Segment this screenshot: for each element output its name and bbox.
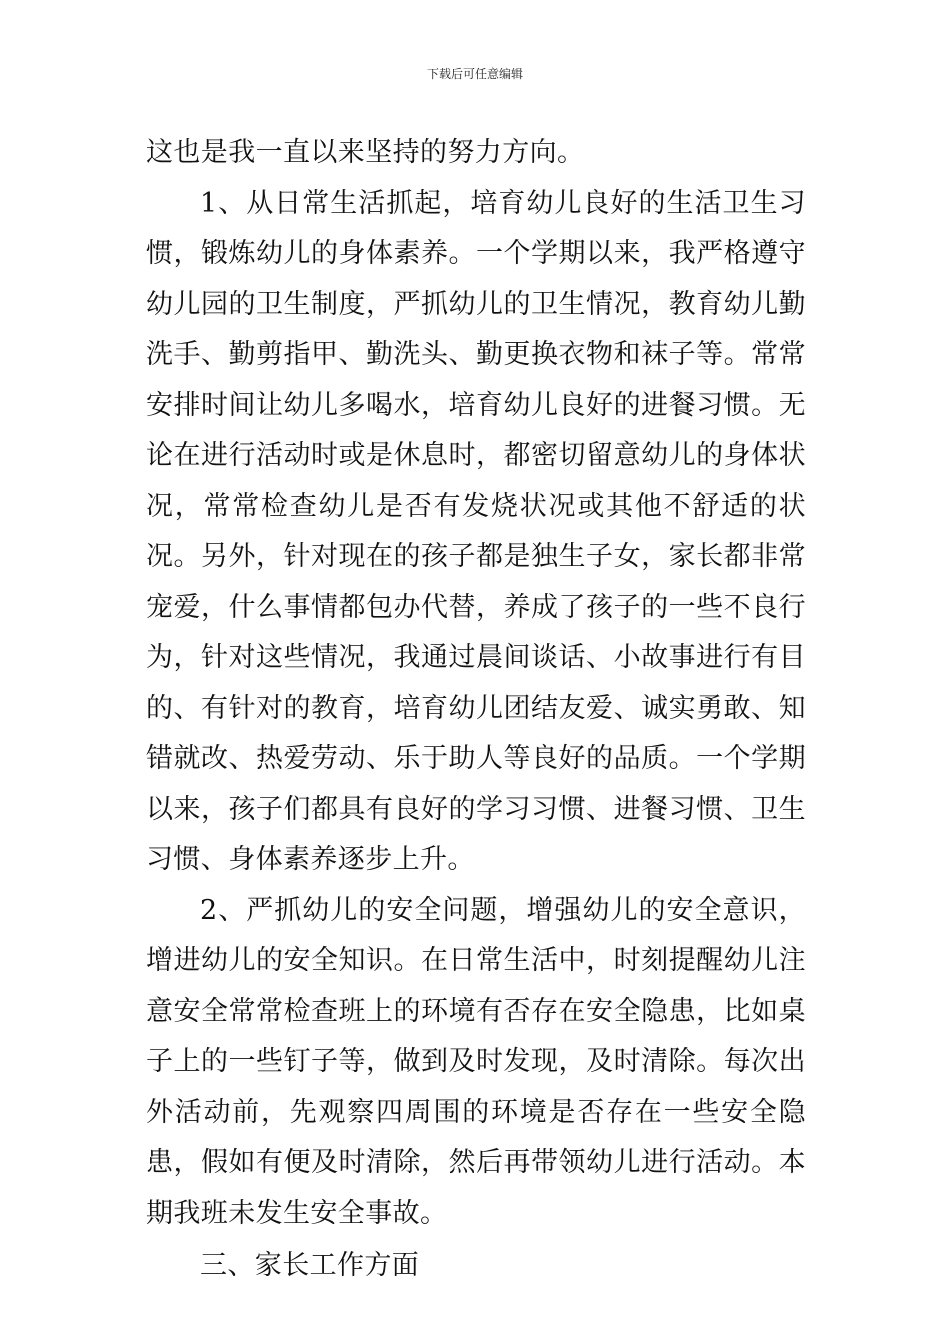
paragraph-hygiene-habits: 1、从日常生活抓起，培育幼儿良好的生活卫生习惯，锻炼幼儿的身体素养。一个学期以来，我严格遵守幼儿园的卫生制度，严抓幼儿的卫生情况，教育幼儿勤洗手、勤剪指甲、勤洗头、勤更换衣物和袜子等。常常安排时间让幼儿多喝水，培育幼儿良好的进餐习惯。无论在进行活动时或是休息时，都密切留意幼儿的身体状况，常常检查幼儿是否有发烧状况或其他不舒适的状况。另外，针对现在的孩子都是独生子女，家长都非常宠爱，什么事情都包办代替，养成了孩子的一些不良行为，针对这些情况，我通过晨间谈话、小故事进行有目的、有针对的教育，培育幼儿团结友爱、诚实勇敢、知错就改、热爱劳动、乐于助人等良好的品质。一个学期以来，孩子们都具有良好的学习习惯、进餐习惯、卫生习惯、身体素养逐步上升。 <box>146 187 806 875</box>
document-body <box>146 128 806 1292</box>
paragraph-safety: 2、严抓幼儿的安全问题，增强幼儿的安全意识，增进幼儿的安全知识。在日常生活中，时刻提醒幼儿注意安全常常检查班上的环境有否存在安全隐患，比如桌子上的一些钉子等，做到及时发现，及时清除。每次出外活动前，先观察四周围的环境是否存在一些安全隐患，假如有便及时清除，然后再带领幼儿进行活动。本期我班未发生安全事故。 <box>146 894 806 1229</box>
paragraph-continuation: 这也是我一直以来坚持的努力方向。 <box>146 137 585 168</box>
section-heading-parent-work: 三、家长工作方面 <box>200 1250 420 1281</box>
page-header: 下载后可任意编辑 <box>426 67 523 81</box>
